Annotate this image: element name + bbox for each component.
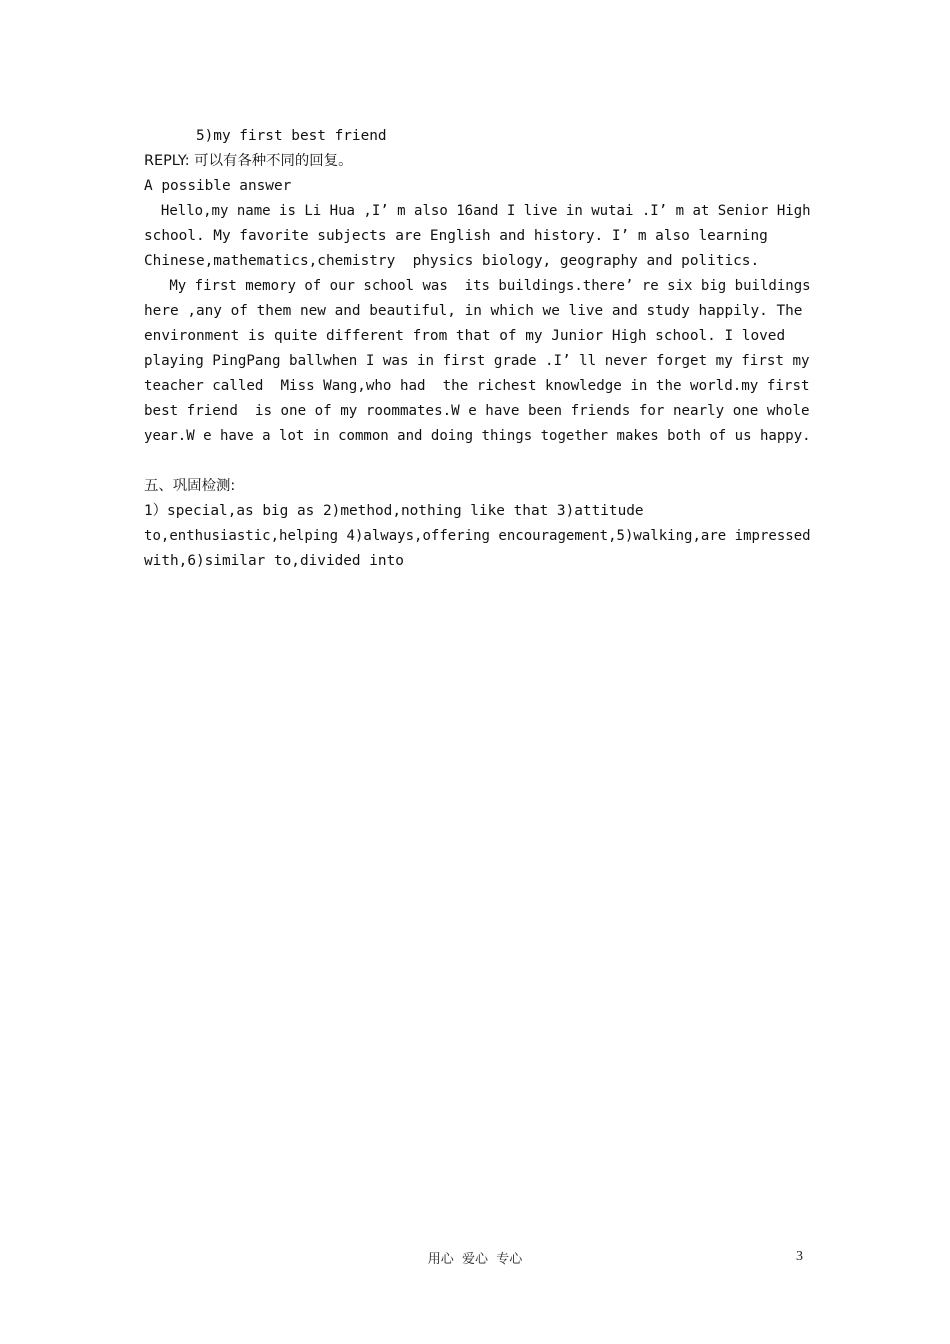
page-number: 3 xyxy=(796,1249,803,1264)
essay-line: here ,any of them new and beautiful, in which we live and study happily. The xyxy=(144,303,803,319)
essay-line: Hello,my name is Li Hua ,I’ m also 16and I live in wutai .I’ m at Senior High xyxy=(144,203,811,219)
footer-motto: 用心 爱心 专心 xyxy=(427,1252,523,1267)
essay-line: Chinese,mathematics,chemistry physics biology, geography and politics. xyxy=(144,253,760,269)
essay-line: teacher called Miss Wang,who had the richest knowledge in the world.my first xyxy=(144,378,810,394)
possible-answer-heading: A possible answer xyxy=(144,178,292,194)
blank-line xyxy=(144,449,810,474)
answer-line: 1）special,as big as 2)method,nothing like that 3)attitude xyxy=(144,503,644,519)
essay-line: best friend is one of my roommates.W e have been friends for nearly one whole xyxy=(144,403,810,419)
list-item-best-friend: 5)my first best friend xyxy=(144,128,387,144)
reply-note: REPLY: 可以有各种不同的回复。 xyxy=(144,153,353,169)
essay-line: playing PingPang ballwhen I was in first grade .I’ ll never forget my first my xyxy=(144,353,810,369)
essay-line: year.W e have a lot in common and doing things together makes both of us happy. xyxy=(144,428,811,444)
answer-line: to,enthusiastic,helping 4)always,offering encouragement,5)walking,are impressed xyxy=(144,528,811,544)
essay-line: school. My favorite subjects are English and history. I’ m also learning xyxy=(144,228,768,244)
answer-line: with,6)similar to,divided into xyxy=(144,553,404,569)
essay-line: environment is quite different from that of my Junior High school. I loved xyxy=(144,328,786,344)
essay-line: My first memory of our school was its buildings.there’ re six big buildings xyxy=(144,278,811,294)
section-heading: 五、巩固检测: xyxy=(144,478,236,494)
document-body xyxy=(144,124,810,574)
